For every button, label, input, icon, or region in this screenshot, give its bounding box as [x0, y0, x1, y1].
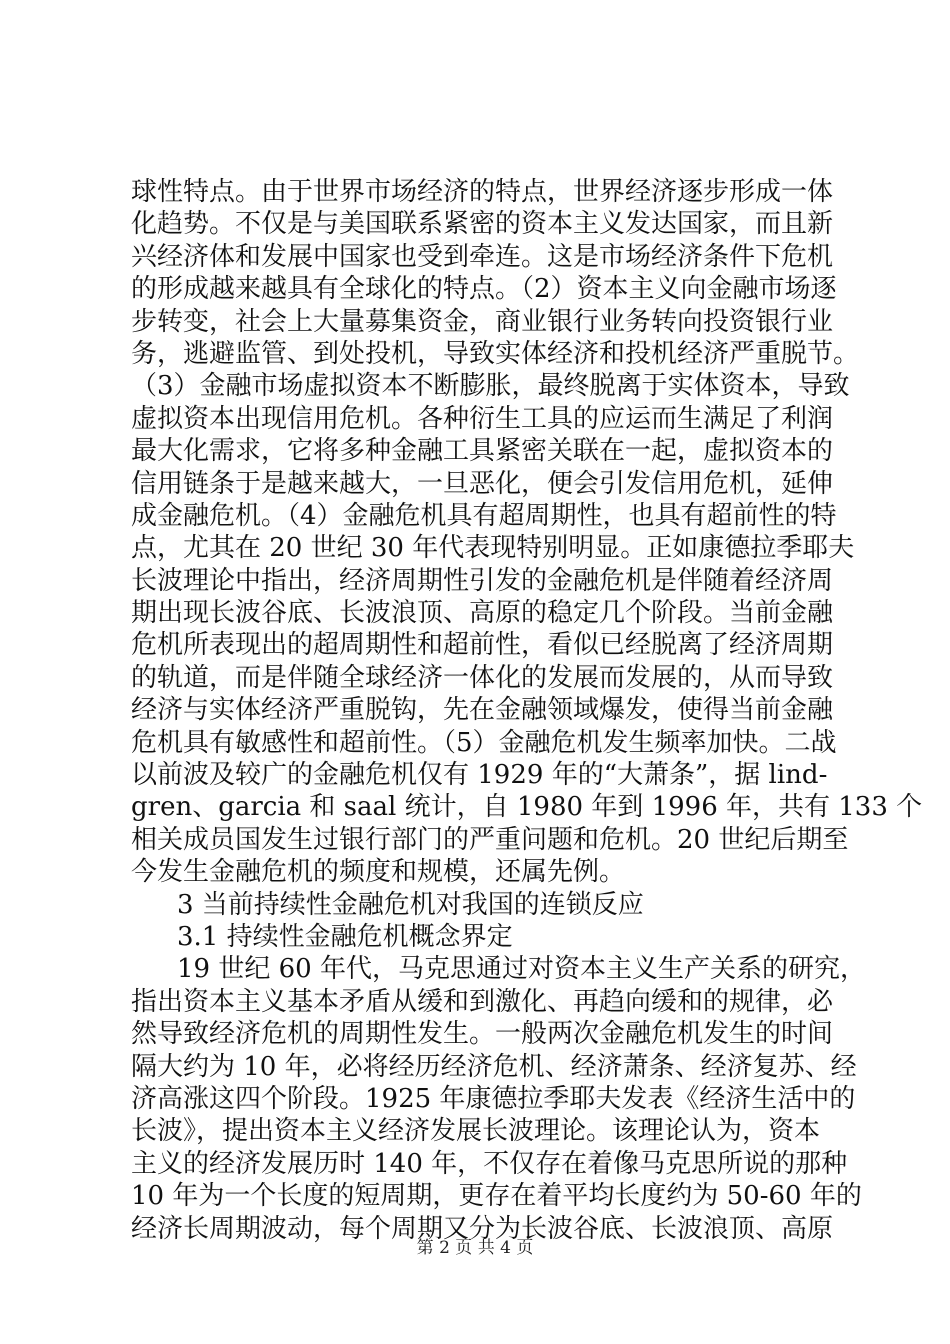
text-line: 危机具有敏感性和超前性。（5）金融危机发生频率加快。二战: [131, 727, 837, 758]
text-line: gren、garcia 和 saal 统计，自 1980 年到 1996 年，共有 133 个: [131, 792, 923, 823]
text-line: 的形成越来越具有全球化的特点。（2）资本主义向金融市场逐: [131, 274, 837, 305]
text-line: 10 年为一个长度的短周期，更存在着平均长度约为 50-60 年的: [131, 1181, 862, 1212]
text-line: 然导致经济危机的周期性发生。一般两次金融危机发生的时间: [131, 1019, 834, 1050]
text-line: 经济与实体经济严重脱钩，先在金融领域爆发，使得当前金融: [131, 695, 834, 726]
text-line: 指出资本主义基本矛盾从缓和到激化、再趋向缓和的规律，必: [131, 986, 834, 1017]
text-line: 以前波及较广的金融危机仅有 1929 年的“大萧条”，据 lind-: [131, 760, 828, 791]
text-line: 步转变，社会上大量募集资金，商业银行业务转向投资银行业: [131, 306, 834, 337]
text-line: 经济长周期波动，每个周期又分为长波谷底、长波浪顶、高原: [131, 1213, 834, 1244]
text-line: 兴经济体和发展中国家也受到牵连。这是市场经济条件下危机: [131, 241, 834, 272]
page-indicator: 第 2 页 共 4 页: [416, 1238, 534, 1258]
body-text: [131, 176, 923, 1245]
text-line: 的轨道，而是伴随全球经济一体化的发展而发展的，从而导致: [131, 662, 834, 693]
subsection-heading: 3.1 持续性金融危机概念界定: [177, 921, 513, 952]
text-line: 最大化需求，它将多种金融工具紧密关联在一起，虚拟资本的: [131, 436, 834, 467]
text-line: 期出现长波谷底、长波浪顶、高原的稳定几个阶段。当前金融: [131, 598, 834, 629]
text-line: 化趋势。不仅是与美国联系紧密的资本主义发达国家，而且新: [131, 209, 834, 240]
text-line: 相关成员国发生过银行部门的严重问题和危机。20 世纪后期至: [131, 824, 849, 855]
text-line: 成金融危机。（4）金融危机具有超周期性，也具有超前性的特: [131, 500, 837, 531]
text-line: 主义的经济发展历时 140 年，不仅存在着像马克思所说的那种: [131, 1148, 848, 1179]
text-line: 19 世纪 60 年代，马克思通过对资本主义生产关系的研究，: [177, 954, 866, 985]
text-line: 球性特点。由于世界市场经济的特点，世界经济逐步形成一体: [131, 177, 834, 207]
section-heading: 3 当前持续性金融危机对我国的连锁反应: [177, 889, 644, 920]
text-line: 危机所表现出的超周期性和超前性，看似已经脱离了经济周期: [131, 630, 834, 661]
text-line: （3）金融市场虚拟资本不断膨胀，最终脱离于实体资本，导致: [131, 371, 850, 402]
text-line: 点，尤其在 20 世纪 30 年代表现特别明显。正如康德拉季耶夫: [131, 533, 855, 564]
page-footer: [0, 1237, 950, 1259]
text-line: 信用链条于是越来越大，一旦恶化，便会引发信用危机，延伸: [131, 468, 834, 499]
text-line: 虚拟资本出现信用危机。各种衍生工具的应运而生满足了利润: [131, 403, 834, 434]
text-line: 长波》，提出资本主义经济发展长波理论。该理论认为，资本: [131, 1116, 821, 1147]
text-line: 务，逃避监管、到处投机，导致实体经济和投机经济严重脱节。: [131, 338, 860, 369]
text-line: 今发生金融危机的频度和规模，还属先例。: [131, 857, 626, 888]
text-line: 济高涨这四个阶段。1925 年康德拉季耶夫发表《经济生活中的: [131, 1083, 856, 1114]
text-line: 长波理论中指出，经济周期性引发的金融危机是伴随着经济周: [131, 565, 834, 596]
text-line: 隔大约为 10 年，必将经历经济危机、经济萧条、经济复苏、经: [131, 1051, 857, 1082]
